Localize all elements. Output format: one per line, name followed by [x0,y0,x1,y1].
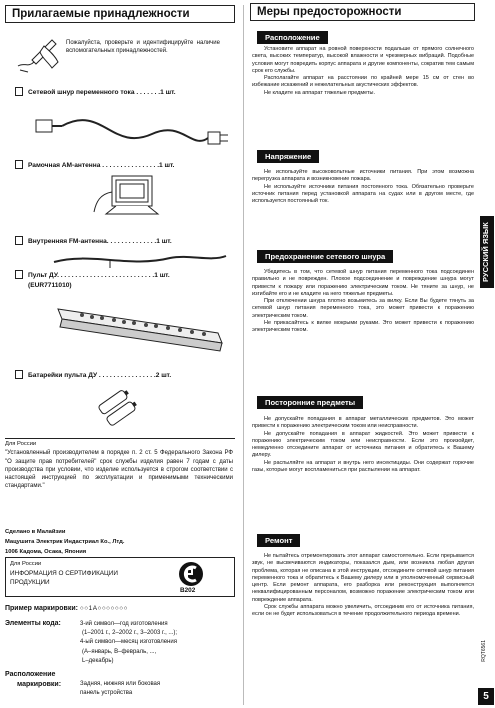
company-address: 1006 Кадома, Осака, Япония [5,549,87,555]
location-paragraph-2: Располагайте аппарат на расстоянии по крайней мере 15 см от стен во избежание искажений и нежелательных акустических эффектов. [252,75,474,89]
elements-lines [80,620,177,666]
item-ac-cord-label: Сетевой шнур переменного тока . . . . . . .1 шт. [28,89,176,96]
certification-box [5,557,235,597]
fm-antenna-icon [50,248,230,270]
location-label [5,670,61,689]
foreign-paragraph-1: Не допускайте попадания в аппарат металлических предметов. Это может привести к поражению электрическим током или неисправности. [252,416,474,430]
section-heading-repair: Ремонт [257,534,300,547]
elements-line-5: L–декабрь) [82,657,114,664]
location-lines [80,680,160,698]
section-body-foreign [252,416,474,474]
page-number: 5 [478,688,494,705]
made-in: Сделано в Малайзии [5,529,66,535]
accessories-intro: Пожалуйста, проверьте и идентифицируйте наличие вспомогательных принадлежностей. [66,40,220,54]
pct-mark-icon [178,561,204,587]
voltage-paragraph-1: Не используйте высоковольтные источники питания. При этом возможна перегрузка аппарата и возникновение пожара. [252,169,474,183]
am-antenna-icon [92,172,166,218]
checkbox-ac-cord[interactable] [15,87,23,96]
item-fm-antenna-label: Внутренняя FM-антенна. . . . . . . . . . . . . .1 шт. [28,238,172,245]
checkbox-remote[interactable] [15,270,23,279]
item-remote-model: (EUR7711010) [28,282,72,289]
marking-example-value: ○○1A○○○○○○○ [79,605,128,612]
elements-line-2: (1–2001 г., 2–2002 г., 3–2003 г., ...); [82,630,178,637]
voltage-paragraph-2: Не используйте источники питания постоянного тока. Обязательно проверьте источник питания перед установкой аппарата на судах или в другом месте, где используется постоянный ток. [252,183,474,205]
section-body-repair [252,553,474,619]
checkbox-fm-antenna[interactable] [15,236,23,245]
document-code: RQT6561 [481,640,487,662]
location-paragraph-3: Не кладите на аппарат тяжелые предметы. [264,89,376,96]
column-divider [243,5,244,705]
location-label-2: маркировки: [17,680,62,688]
elements-label: Элементы кода: [5,620,61,627]
item-remote-label: Пульт ДУ. . . . . . . . . . . . . . . . . . . . . . . . . . .1 шт. [28,272,170,279]
marking-example-label: Пример маркировки: [5,605,78,612]
ac-cord-icon [32,104,232,160]
elements-line-1: 3-ий символ—год изготовления [80,621,168,627]
section-heading-cord: Предохранение сетевого шнура [257,250,393,263]
location-paragraph-1: Установите аппарат на ровной поверхности подальше от прямого солнечного света, высоких температур, высокой влажности и чрезмерных вибраций. Подобные условия могут повредить корпус аппарата и другие компоненты, сократив тем самым срок его службы. [252,46,474,74]
section-heading-foreign: Посторонние предметы [257,396,363,409]
service-life-text: "Установленный производителем в порядке п. 2 ст. 5 Федерального Закона РФ "О защите прав потребителей" срок службы изделия равен 7 годам с даты производства при условии, что изделие используется в строгом соответствии с настоящей инструкцией по эксплуатации и применимыми техническими стандартами." [5,450,233,490]
service-life-heading: Для России [5,441,37,447]
elements-line-4: (A–январь, B–февраль, ..., [82,648,157,655]
section-body-location [252,46,474,97]
cert-code: B202 [180,587,196,594]
checkbox-am-antenna[interactable] [15,160,23,169]
location-line-2: панель устройства [80,690,133,696]
manufacturer-block [5,527,124,557]
item-batteries-label: Батарейки пульта ДУ . . . . . . . . . . . . . . . .2 шт. [28,372,172,379]
cord-paragraph-3: Не прикасайтесь к вилке мокрыми руками. Это может привести к поражению электрическим током. [252,320,474,334]
battery-icon [98,384,142,430]
repair-paragraph-2: Срок службы аппарата можно увеличить, отсоединив его от источника питания, если он не будет использоваться в течение продолжительного периода времени. [252,604,474,618]
left-divider [5,438,235,439]
company-name: Мацушита Электрик Индастриал Ко., Лтд. [5,539,125,545]
cert-line1: ИНФОРМАЦИЯ О СЕРТИФИКАЦИИ [10,570,118,577]
precautions-title: Меры предосторожности [250,3,475,21]
cord-paragraph-1: Убедитесь в том, что сетевой шнур питания переменного тока подсоединен правильно и не поврежден. Плохое подсоединение и повреждение шнура могут привести к пожару или поражению электрическим током. Не тяните за шнур, не изгибайте его и не кладите на него тяжелые предметы. [252,269,474,297]
section-heading-location: Расположение [257,31,328,44]
section-heading-voltage: Напряжение [257,150,319,163]
elements-line-3: 4-ый символ—месяц изготовления [80,639,177,646]
marking-example [5,605,235,612]
location-label-1: Расположение [5,671,56,678]
remote-icon [52,295,232,355]
checkbox-batteries[interactable] [15,370,23,379]
section-body-cord [252,269,474,335]
section-body-voltage [252,169,474,205]
item-am-antenna-label: Рамочная AM-антенна . . . . . . . . . . . . . . . .1 шт. [28,162,175,169]
service-life-box [5,441,235,490]
pen-check-icon [14,32,62,76]
accessories-title: Прилагаемые принадлежности [5,5,235,23]
cord-paragraph-2: При отключении шнура плотно возьмитесь за вилку. Если Вы будете тянуть за сетевой шнур питания переменного тока, это может привести к поражению электрическим током. [252,298,474,319]
foreign-paragraph-2: Не допускайте попадания в аппарат жидкостей. Это может привести к поражению электрическим током или неисправности. Если это произойдет, немедленно отсоедините аппарат от источника питания и обратитесь к Вашему дилеру. [252,430,474,459]
cert-line2: ПРОДУКЦИИ [10,579,50,586]
cert-heading: Для России [10,561,42,567]
location-line-1: Задняя, нижняя или боковая [80,681,161,687]
repair-paragraph-1: Не пытайтесь отремонтировать этот аппарат самостоятельно. Если прерывается звук, не высвечиваются индикаторы, показался дым, или возникла любая другая проблема, которая не описана в этой инструкции, отсоедините сетевой шнур питания переменного тока и обратитесь к Вашему дилеру или в уполномоченный сервисный центр. Если ремонт аппарата, его разборка или реконструкция выполняется неквалифицированным персоналом, возможно поражение электрическим током или повреждение аппарата. [252,553,474,603]
foreign-paragraph-3: Не распыляйте на аппарат и внутрь него инсектициды. Они содержат горючие газы, которые могут воспламениться при распылении на аппарат. [252,459,474,474]
language-side-tab: РУССКИЙ ЯЗЫК [480,216,494,288]
